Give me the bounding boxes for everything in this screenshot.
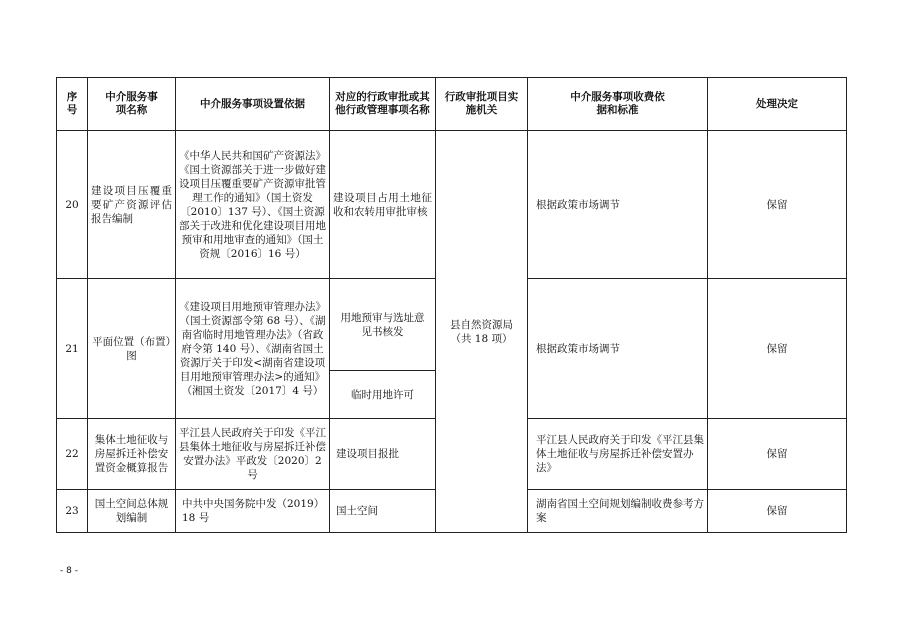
header-agency: 行政审批项目实施机关 — [436, 78, 528, 131]
row-seq: 20 — [57, 131, 88, 279]
service-items-table — [56, 77, 847, 533]
row-basis: 《建设项目用地预审管理办法》（国土资源部令第 68 号）、《湖南省临时用地管理办法》（省政府令第 140 号）、《湖南省国土资源厅关于印发<湖南省建设项目用地预审管理办法>的通知》（湘国土资发〔2017〕4 号） — [176, 279, 330, 419]
page-number: - 8 - — [60, 566, 78, 576]
row-decision: 保留 — [708, 131, 847, 279]
row-approval: 建设项目占用土地征收和农转用审批审核 — [330, 131, 436, 279]
row-decision: 保留 — [708, 490, 847, 533]
header-name: 中介服务事项名称 — [88, 78, 176, 131]
row-approval-b: 临时用地许可 — [330, 371, 436, 419]
row-name: 建设项目压覆重要矿产资源评估报告编制 — [88, 131, 176, 279]
row-seq: 21 — [57, 279, 88, 419]
row-fee: 根据政策市场调节 — [528, 279, 708, 419]
row-fee: 根据政策市场调节 — [528, 131, 708, 279]
row-basis: 平江县人民政府关于印发《平江县集体土地征收与房屋拆迁补偿安置办法》平政发〔2020〕2 号 — [176, 419, 330, 490]
row-fee: 平江县人民政府关于印发《平江县集体土地征收与房屋拆迁补偿安置办法》 — [528, 419, 708, 490]
row-approval-a: 用地预审与选址意见书核发 — [330, 279, 436, 371]
row-approval: 国土空间 — [330, 490, 436, 533]
agency-cell: 县自然资源局（共 18 项） — [436, 131, 528, 533]
header-basis: 中介服务事项设置依据 — [176, 78, 330, 131]
row-name: 平面位置（布置）图 — [88, 279, 176, 419]
header-approval: 对应的行政审批或其他行政管理事项名称 — [330, 78, 436, 131]
row-seq: 23 — [57, 490, 88, 533]
row-seq: 22 — [57, 419, 88, 490]
table-row — [57, 131, 847, 279]
row-approval: 建设项目报批 — [330, 419, 436, 490]
row-basis: 中共中央国务院中发（2019）18 号 — [176, 490, 330, 533]
row-decision: 保留 — [708, 279, 847, 419]
header-decision: 处理决定 — [708, 78, 847, 131]
header-seq: 序号 — [57, 78, 88, 131]
header-fee: 中介服务事项收费依据和标准 — [528, 78, 708, 131]
row-name: 国土空间总体规划编制 — [88, 490, 176, 533]
header-row — [57, 78, 847, 131]
row-decision: 保留 — [708, 419, 847, 490]
row-name: 集体土地征收与房屋拆迁补偿安置资金概算报告 — [88, 419, 176, 490]
row-basis: 《中华人民共和国矿产资源法》《国土资源部关于进一步做好建设项目压覆重要矿产资源审批管理工作的通知》（国土资发〔2010〕137 号）、《国土资源部关于改进和优化建设项目用地预审和用地审查的通知》（国土资规〔2016〕16 号） — [176, 131, 330, 279]
row-fee: 湖南省国土空间规划编制收费参考方案 — [528, 490, 708, 533]
